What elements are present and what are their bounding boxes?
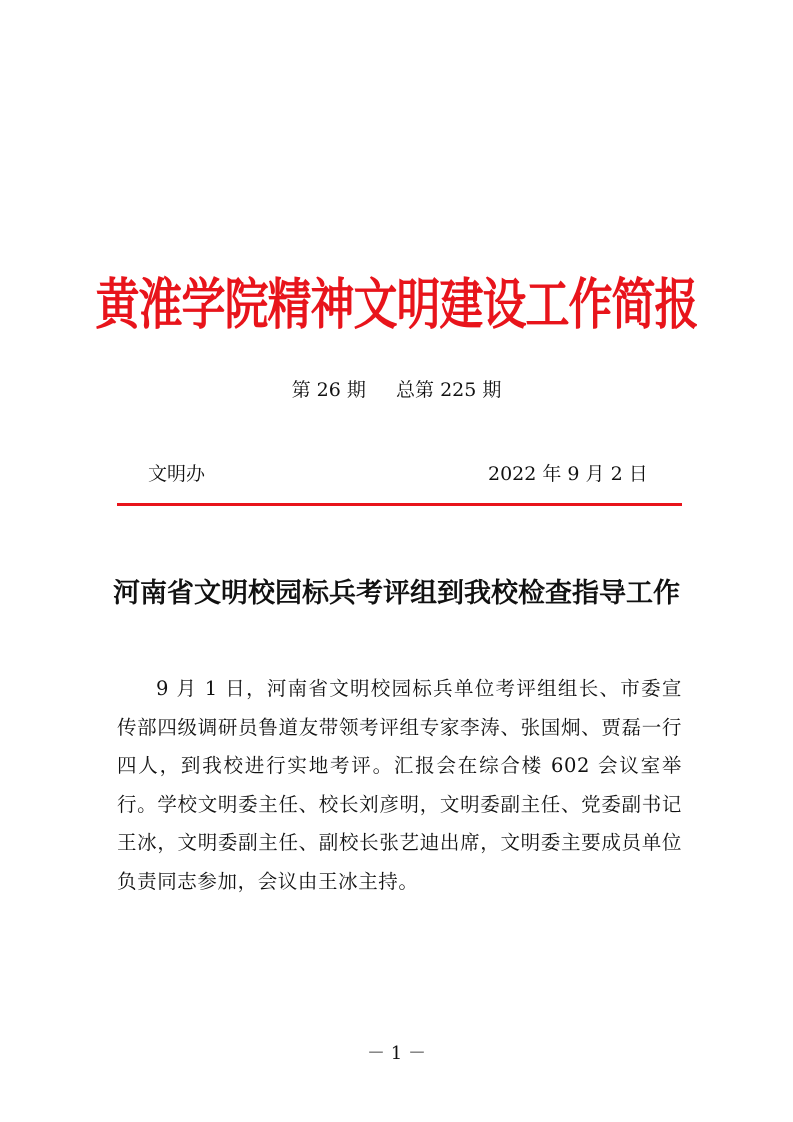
red-divider-line [117, 503, 682, 506]
issue-date: 2022 年 9 月 2 日 [488, 463, 648, 485]
masthead-title: 黄淮学院精神文明建设工作简报 [95, 273, 698, 337]
article-body: 9 月 1 日，河南省文明校园标兵单位考评组组长、市委宣传部四级调研员鲁道友带领考评组专家李涛、张国炯、贾磊一行四人，到我校进行实地考评。汇报会在综合楼 602 会议室举行。学校文明委主任、校长刘彦明，文明委副主任、党委副书记王冰，文明委副主任、副校长张艺迪出席，文明委主要成员单位负责同志参加，会议由王冰主持。 [117, 677, 682, 893]
issue-number-line: 第 26 期 总第 225 期 [291, 379, 502, 401]
issuer-name: 文明办 [148, 463, 206, 485]
page-number: － 1 － [367, 1043, 426, 1064]
article-title: 河南省文明校园标兵考评组到我校检查指导工作 [113, 578, 680, 609]
